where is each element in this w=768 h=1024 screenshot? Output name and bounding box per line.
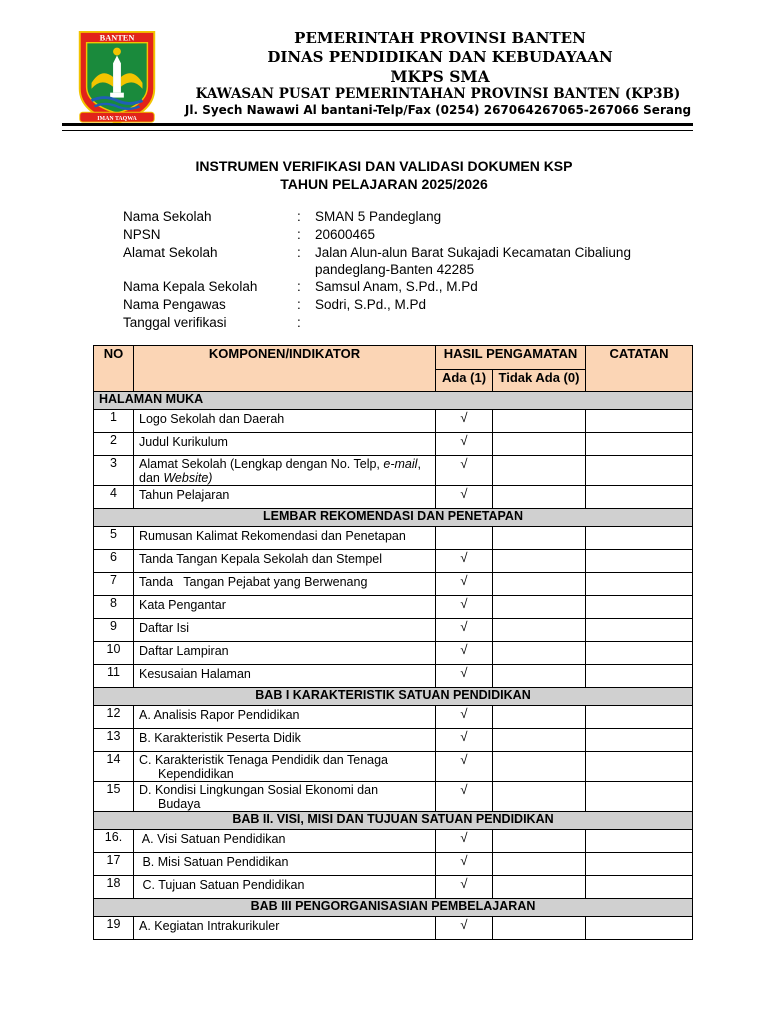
table-row	[94, 619, 693, 642]
row-catatan	[586, 752, 693, 782]
check-ada: √	[436, 706, 493, 729]
letterhead-line-3: MKPS SMA	[390, 67, 490, 86]
info-value: 20600465	[315, 227, 376, 242]
check-tidak-ada	[493, 573, 586, 596]
letterhead-line-4: KAWASAN PUSAT PEMERINTAHAN PROVINSI BANTEN (KP3B)	[195, 86, 681, 102]
section-bab-3: BAB III PENGORGANISASIAN PEMBELAJARAN	[94, 899, 693, 917]
check-ada	[436, 527, 493, 550]
row-no: 6	[94, 550, 134, 573]
row-catatan	[586, 853, 693, 876]
check-ada: √	[436, 642, 493, 665]
row-no: 13	[94, 729, 134, 752]
check-ada: √	[436, 433, 493, 456]
row-catatan	[586, 573, 693, 596]
check-tidak-ada	[493, 527, 586, 550]
table-row	[94, 876, 693, 899]
check-ada: √	[436, 410, 493, 433]
row-indicator: Judul Kurikulum	[134, 433, 436, 456]
info-colon: :	[297, 297, 301, 312]
row-indicator: Tanda Tangan Kepala Sekolah dan Stempel	[134, 550, 436, 573]
table-row	[94, 782, 693, 812]
table-row	[94, 573, 693, 596]
row-catatan	[586, 433, 693, 456]
table-row	[94, 729, 693, 752]
banten-province-logo	[68, 28, 166, 126]
check-tidak-ada	[493, 830, 586, 853]
row-no: 15	[94, 782, 134, 812]
row-catatan	[586, 410, 693, 433]
check-ada: √	[436, 550, 493, 573]
check-tidak-ada	[493, 853, 586, 876]
row-no: 14	[94, 752, 134, 782]
check-ada: √	[436, 596, 493, 619]
row-indicator: Kesusaian Halaman	[134, 665, 436, 688]
row-catatan	[586, 486, 693, 509]
row-no: 16.	[94, 830, 134, 853]
check-tidak-ada	[493, 550, 586, 573]
row-catatan	[586, 729, 693, 752]
table-row	[94, 752, 693, 782]
row-catatan	[586, 619, 693, 642]
check-tidak-ada	[493, 596, 586, 619]
row-indicator: B. Karakteristik Peserta Didik	[134, 729, 436, 752]
check-tidak-ada	[493, 486, 586, 509]
info-colon: :	[297, 209, 301, 224]
logo-bottom-text: IMAN TAQWA	[97, 116, 137, 123]
row-no: 2	[94, 433, 134, 456]
row-indicator: Rumusan Kalimat Rekomendasi dan Penetapan	[134, 527, 436, 550]
table-row	[94, 706, 693, 729]
row-catatan	[586, 782, 693, 812]
letterhead-divider-thick	[62, 123, 693, 126]
check-tidak-ada	[493, 782, 586, 812]
check-ada: √	[436, 853, 493, 876]
row-no: 19	[94, 917, 134, 940]
info-colon: :	[297, 245, 301, 260]
check-ada: √	[436, 729, 493, 752]
table-row	[94, 410, 693, 433]
check-ada: √	[436, 619, 493, 642]
info-colon: :	[297, 227, 301, 242]
section-bab-2: BAB II. VISI, MISI DAN TUJUAN SATUAN PENDIDIKAN	[94, 812, 693, 830]
row-catatan	[586, 830, 693, 853]
check-ada: √	[436, 456, 493, 486]
header-catatan: CATATAN	[586, 346, 693, 392]
row-no: 11	[94, 665, 134, 688]
row-catatan	[586, 596, 693, 619]
check-ada: √	[436, 486, 493, 509]
letterhead-address: Jl. Syech Nawawi Al bantani-Telp/Fax (0254) 267064267065-267066 Serang	[184, 103, 692, 117]
row-catatan	[586, 665, 693, 688]
table-row	[94, 665, 693, 688]
row-no: 5	[94, 527, 134, 550]
document-title: INSTRUMEN VERIFIKASI DAN VALIDASI DOKUMEN KSP	[195, 158, 573, 174]
check-ada: √	[436, 573, 493, 596]
row-catatan	[586, 642, 693, 665]
check-tidak-ada	[493, 729, 586, 752]
check-tidak-ada	[493, 456, 586, 486]
row-indicator: C. Karakteristik Tenaga Pendidik dan Tenaga Kependidikan	[134, 752, 436, 782]
row-no: 12	[94, 706, 134, 729]
info-label: Alamat Sekolah	[123, 245, 218, 260]
header-tidak-ada: Tidak Ada (0)	[493, 370, 586, 392]
header-no: NO	[94, 346, 134, 392]
info-value: Samsul Anam, S.Pd., M.Pd	[315, 279, 478, 294]
logo-top-text: BANTEN	[99, 33, 135, 43]
check-tidak-ada	[493, 876, 586, 899]
letterhead-divider-thin	[62, 130, 693, 131]
row-indicator: Tanda Tangan Pejabat yang Berwenang	[134, 573, 436, 596]
row-indicator: Daftar Isi	[134, 619, 436, 642]
info-colon: :	[297, 315, 301, 330]
info-label: Nama Sekolah	[123, 209, 212, 224]
info-value: Sodri, S.Pd., M.Pd	[315, 297, 427, 312]
section-lembar-rekomendasi: LEMBAR REKOMENDASI DAN PENETAPAN	[94, 509, 693, 527]
table-row	[94, 642, 693, 665]
table-row	[94, 527, 693, 550]
header-komponen: KOMPONEN/INDIKATOR	[134, 346, 436, 392]
header-ada: Ada (1)	[436, 370, 493, 392]
row-catatan	[586, 550, 693, 573]
row-indicator: Daftar Lampiran	[134, 642, 436, 665]
info-label: Nama Pengawas	[123, 297, 226, 312]
row-indicator: Tahun Pelajaran	[134, 486, 436, 509]
check-tidak-ada	[493, 433, 586, 456]
row-indicator: A. Visi Satuan Pendidikan	[134, 830, 436, 853]
row-indicator: C. Tujuan Satuan Pendidikan	[134, 876, 436, 899]
check-tidak-ada	[493, 665, 586, 688]
verification-table	[93, 345, 693, 940]
check-ada: √	[436, 665, 493, 688]
check-ada: √	[436, 830, 493, 853]
info-value: SMAN 5 Pandeglang	[315, 209, 442, 224]
document-subtitle: TAHUN PELAJARAN 2025/2026	[280, 176, 488, 192]
info-label: NPSN	[123, 227, 161, 242]
info-value: Jalan Alun-alun Barat Sukajadi Kecamatan Cibaliung pandeglang-Banten 42285	[315, 245, 631, 277]
row-catatan	[586, 706, 693, 729]
row-indicator: Alamat Sekolah (Lengkap dengan No. Telp, e-mail, dan Website)	[134, 456, 436, 486]
check-tidak-ada	[493, 706, 586, 729]
info-label: Tanggal verifikasi	[123, 315, 227, 330]
row-no: 7	[94, 573, 134, 596]
row-indicator: A. Kegiatan Intrakurikuler	[134, 917, 436, 940]
check-ada: √	[436, 917, 493, 940]
section-bab-1: BAB I KARAKTERISTIK SATUAN PENDIDIKAN	[94, 688, 693, 706]
row-catatan	[586, 527, 693, 550]
row-catatan	[586, 917, 693, 940]
check-tidak-ada	[493, 917, 586, 940]
letterhead-line-2: DINAS PENDIDIKAN DAN KEBUDAYAAN	[267, 48, 613, 66]
table-row	[94, 456, 693, 486]
check-tidak-ada	[493, 752, 586, 782]
section-halaman-muka: HALAMAN MUKA	[94, 392, 693, 410]
table-row	[94, 550, 693, 573]
letterhead-line-1: PEMERINTAH PROVINSI BANTEN	[294, 29, 586, 47]
check-tidak-ada	[493, 619, 586, 642]
check-tidak-ada	[493, 642, 586, 665]
row-no: 10	[94, 642, 134, 665]
row-no: 18	[94, 876, 134, 899]
check-ada: √	[436, 752, 493, 782]
info-label: Nama Kepala Sekolah	[123, 279, 258, 294]
row-no: 4	[94, 486, 134, 509]
row-no: 8	[94, 596, 134, 619]
header-hasil-pengamatan: HASIL PENGAMATAN	[436, 346, 586, 370]
check-ada: √	[436, 782, 493, 812]
table-row	[94, 830, 693, 853]
check-tidak-ada	[493, 410, 586, 433]
info-colon: :	[297, 279, 301, 294]
table-row	[94, 853, 693, 876]
row-catatan	[586, 456, 693, 486]
row-indicator: B. Misi Satuan Pendidikan	[134, 853, 436, 876]
row-no: 3	[94, 456, 134, 486]
row-indicator: D. Kondisi Lingkungan Sosial Ekonomi dan Budaya	[134, 782, 436, 812]
row-no: 9	[94, 619, 134, 642]
row-indicator: Kata Pengantar	[134, 596, 436, 619]
row-catatan	[586, 876, 693, 899]
check-ada: √	[436, 876, 493, 899]
table-row	[94, 433, 693, 456]
row-indicator: Logo Sekolah dan Daerah	[134, 410, 436, 433]
table-row	[94, 486, 693, 509]
table-row	[94, 917, 693, 940]
row-no: 17	[94, 853, 134, 876]
row-indicator: A. Analisis Rapor Pendidikan	[134, 706, 436, 729]
row-no: 1	[94, 410, 134, 433]
table-row	[94, 596, 693, 619]
